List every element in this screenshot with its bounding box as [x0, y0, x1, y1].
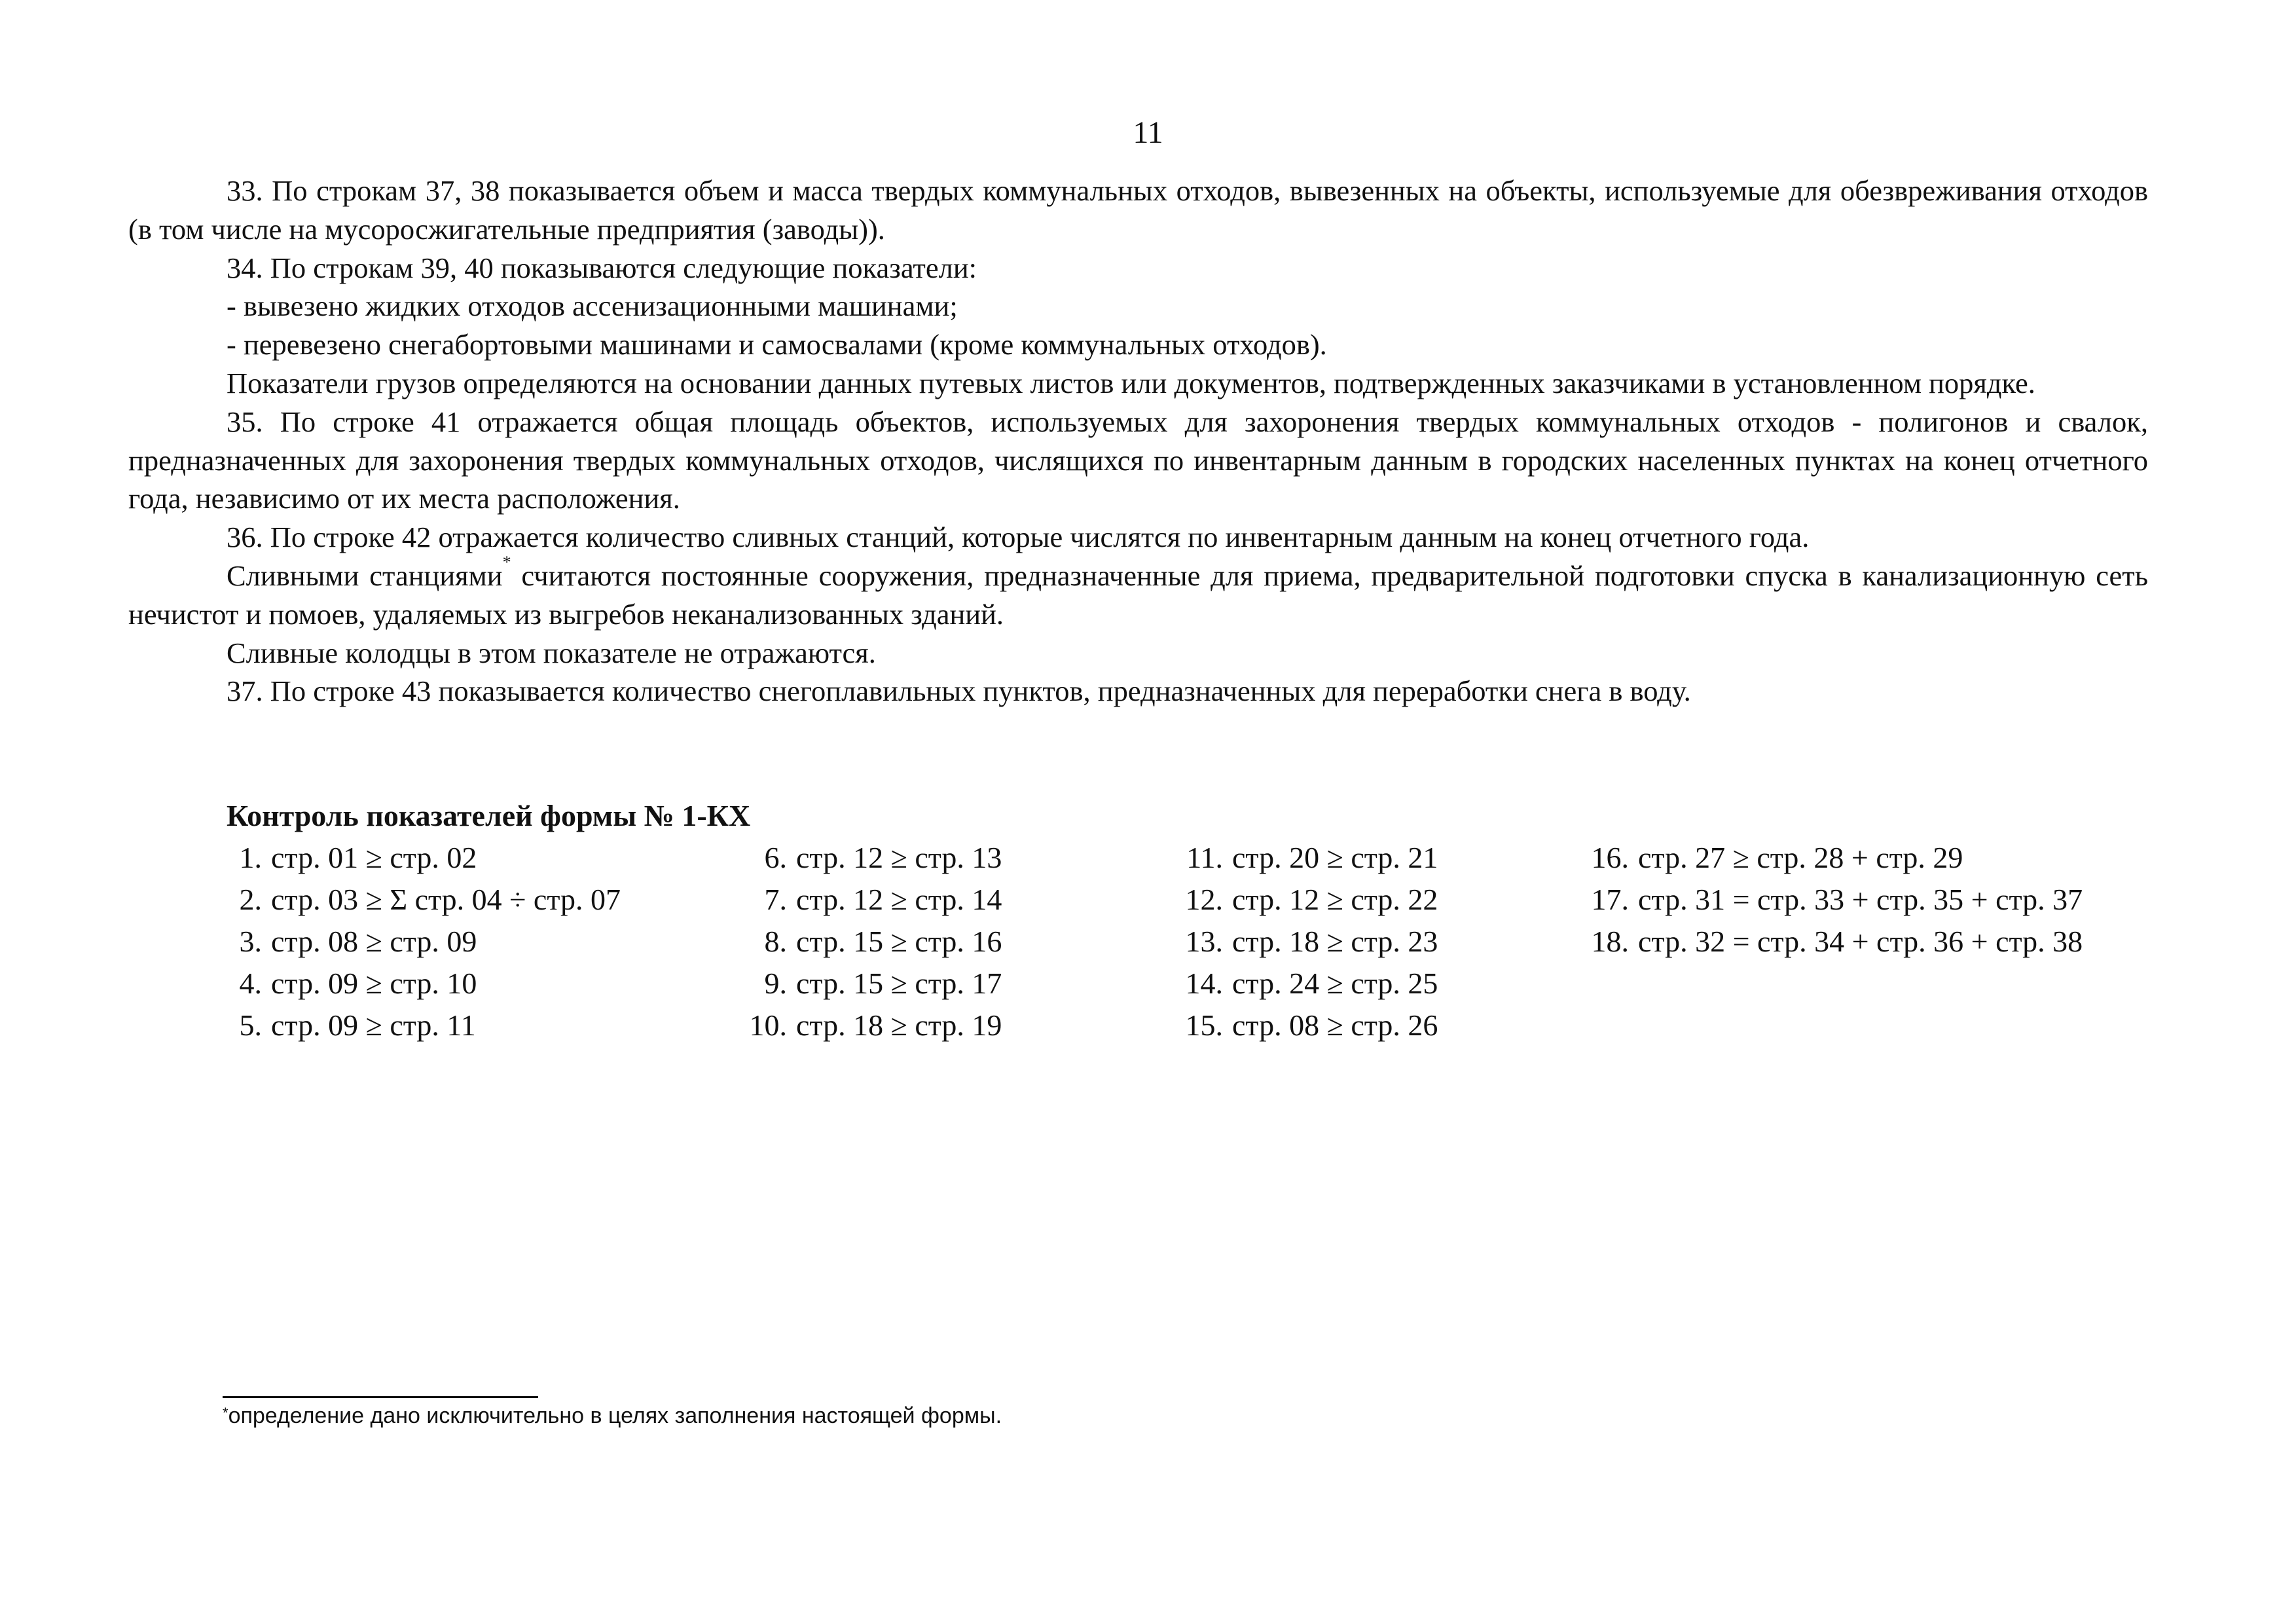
- paragraph-item-37: 37. По строке 43 показывается количество снегоплавильных пунктов, предназначенных для переработки снега в воду.: [227, 674, 1691, 708]
- paragraph-item-33: 33. По строкам 37, 38 показывается объем и масса твердых коммунальных отходов, вывезенных на объекты, используемые для обезвреживания отходов (в том числе на мусоросжигательные предприятия (заводы)).: [128, 174, 2148, 246]
- control-check-formula: стр. 12 ≥ стр. 22: [1232, 883, 1438, 916]
- footnote-divider: [223, 1396, 538, 1398]
- control-check-number: 17.: [1591, 883, 1629, 916]
- control-check-formula: стр. 01 ≥ стр. 02: [271, 841, 477, 874]
- footnote-text: определение дано исключительно в целях заполнения настоящей формы.: [228, 1403, 1002, 1428]
- control-check-item: [1579, 879, 2083, 921]
- paragraph-list-item-snow-transport: - перевезено снегабортовыми машинами и самосвалами (кроме коммунальных отходов).: [227, 328, 1327, 361]
- control-check-formula: стр. 12 ≥ стр. 14: [796, 883, 1002, 916]
- control-check-item: [1579, 921, 2083, 963]
- paragraph-list-item-liquid-waste: - вывезено жидких отходов ассенизационными машинами;: [227, 289, 958, 323]
- control-check-number: 13.: [1185, 925, 1223, 958]
- control-check-formula: стр. 03 ≥ Σ стр. 04 ÷ стр. 07: [271, 883, 621, 916]
- control-check-item: [753, 879, 1002, 921]
- control-check-number: 1.: [239, 841, 262, 874]
- control-check-formula: стр. 31 = стр. 33 + стр. 35 + стр. 37: [1638, 883, 2083, 916]
- control-check-number: 15.: [1185, 1008, 1223, 1042]
- paragraph-item-35: 35. По строке 41 отражается общая площадь объектов, используемых для захоронения твердых коммунальных отходов - полигонов и свалок, предназначенных для захоронения твердых коммунальных отходов, числящихся по инвентарным данным в городских населенных пунктах на конец отчетного года, независимо от их места расположения.: [128, 405, 2148, 515]
- control-check-item: [1173, 963, 1438, 1005]
- control-check-formula: стр. 15 ≥ стр. 16: [796, 925, 1002, 958]
- paragraph-item-36: 36. По строке 42 отражается количество сливных станций, которые числятся по инвентарным данным на конец отчетного года.: [227, 521, 1810, 554]
- control-check-number: 6.: [764, 841, 787, 874]
- control-check-formula: стр. 12 ≥ стр. 13: [796, 841, 1002, 874]
- control-check-item: [753, 963, 1002, 1005]
- control-check-formula: стр. 24 ≥ стр. 25: [1232, 967, 1438, 1000]
- control-check-number: 3.: [239, 925, 262, 958]
- control-check-number: 18.: [1591, 925, 1629, 958]
- control-check-item: [227, 963, 621, 1005]
- control-check-number: 16.: [1591, 841, 1629, 874]
- control-check-item: [749, 1005, 1002, 1046]
- control-check-formula: стр. 18 ≥ стр. 23: [1232, 925, 1438, 958]
- control-check-number: 8.: [764, 925, 787, 958]
- paragraph-item-34: 34. По строкам 39, 40 показываются следующие показатели:: [227, 251, 977, 284]
- control-check-item: [1173, 921, 1438, 963]
- control-column: [227, 837, 621, 1046]
- paragraph-cargo-indicators: Показатели грузов определяются на основании данных путевых листов или документов, подтвержденных заказчиками в установленном порядке.: [227, 366, 2035, 399]
- control-check-item: [227, 921, 621, 963]
- control-check-item: [1173, 837, 1438, 879]
- control-check-number: 5.: [239, 1008, 262, 1042]
- control-check-item: [227, 837, 621, 879]
- control-check-formula: стр. 27 ≥ стр. 28 + стр. 29: [1638, 841, 1963, 874]
- control-check-formula: стр. 32 = стр. 34 + стр. 36 + стр. 38: [1638, 925, 2083, 958]
- body-text: [128, 172, 2148, 710]
- control-check-formula: стр. 15 ≥ стр. 17: [796, 967, 1002, 1000]
- footnote: [223, 1401, 1002, 1430]
- footnote-mark: *: [223, 1405, 228, 1421]
- control-column: [1173, 837, 1438, 1046]
- control-check-item: [753, 921, 1002, 963]
- control-check-formula: стр. 20 ≥ стр. 21: [1232, 841, 1438, 874]
- page-number: 11: [1133, 115, 1163, 150]
- control-check-number: 11.: [1186, 841, 1223, 874]
- control-check-number: 12.: [1185, 883, 1223, 916]
- control-check-item: [1579, 837, 2083, 879]
- control-check-number: 9.: [764, 967, 787, 1000]
- drain-stations-term: Сливными станциями: [227, 559, 503, 592]
- control-check-formula: стр. 08 ≥ стр. 26: [1232, 1008, 1438, 1042]
- control-check-number: 10.: [749, 1008, 787, 1042]
- footnote-reference-mark: *: [502, 552, 511, 572]
- paragraph-drain-wells: Сливные колодцы в этом показателе не отражаются.: [227, 636, 876, 669]
- control-check-formula: стр. 09 ≥ стр. 11: [271, 1008, 476, 1042]
- control-checks-list: [0, 837, 2296, 1053]
- control-column: [749, 837, 1002, 1046]
- control-check-item: [227, 1005, 621, 1046]
- control-column: [1579, 837, 2083, 963]
- control-check-item: [753, 837, 1002, 879]
- control-section-title: Контроль показателей формы № 1-КХ: [227, 799, 751, 832]
- paragraph-drain-stations-definition: [128, 552, 2148, 634]
- control-check-formula: стр. 18 ≥ стр. 19: [796, 1008, 1002, 1042]
- control-check-item: [1173, 1005, 1438, 1046]
- control-check-item: [1173, 879, 1438, 921]
- drain-stations-definition-text: считаются постоянные сооружения, предназначенные для приема, предварительной подготовки спуска в канализационную сеть нечистот и помоев, удаляемых из выгребов неканализованных зданий.: [128, 559, 2148, 631]
- control-check-number: 14.: [1185, 967, 1223, 1000]
- control-check-number: 4.: [239, 967, 262, 1000]
- control-check-number: 7.: [764, 883, 787, 916]
- control-check-number: 2.: [239, 883, 262, 916]
- control-check-item: [227, 879, 621, 921]
- control-check-formula: стр. 08 ≥ стр. 09: [271, 925, 477, 958]
- control-check-formula: стр. 09 ≥ стр. 10: [271, 967, 477, 1000]
